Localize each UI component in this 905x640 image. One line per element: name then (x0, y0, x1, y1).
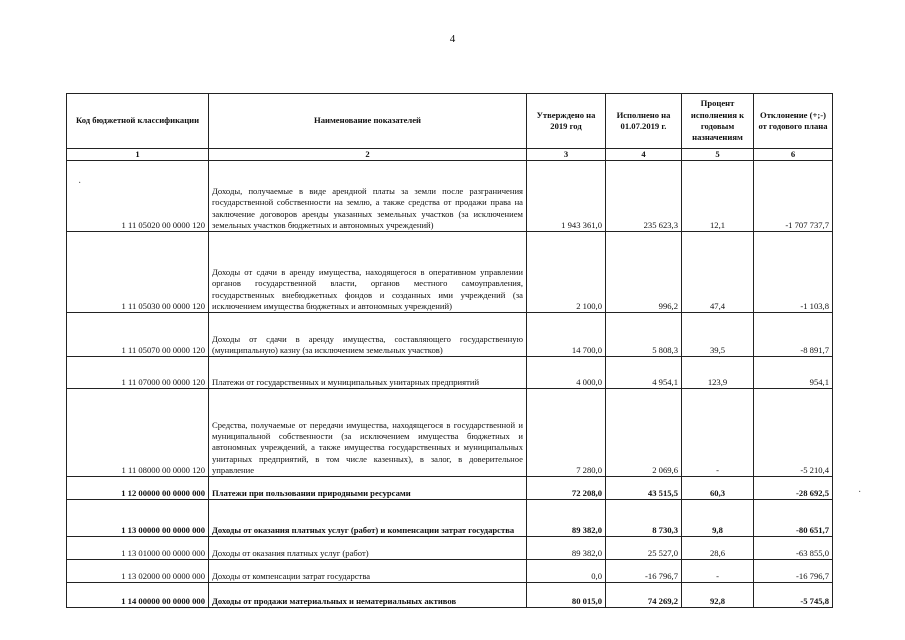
row-percent: - (682, 389, 754, 477)
row-deviation: -5 745,8 (754, 583, 833, 608)
table-row (67, 537, 833, 560)
row-deviation: -1 103,8 (754, 232, 833, 313)
row-deviation: -63 855,0 (754, 537, 833, 560)
row-percent: 39,5 (682, 313, 754, 357)
row-approved: 0,0 (527, 560, 606, 583)
row-approved: 89 382,0 (527, 537, 606, 560)
row-deviation: -16 796,7 (754, 560, 833, 583)
row-approved: 72 208,0 (527, 477, 606, 500)
row-name: Доходы от оказания платных услуг (работ) (209, 537, 527, 560)
row-percent: 92,8 (682, 583, 754, 608)
row-name: Доходы от оказания платных услуг (работ) и компенсации затрат государства (209, 500, 527, 537)
table-row (67, 583, 833, 608)
row-approved: 4 000,0 (527, 357, 606, 389)
row-executed: 4 954,1 (606, 357, 682, 389)
row-executed: 996,2 (606, 232, 682, 313)
header-executed: Исполнено на 01.07.2019 г. (606, 94, 682, 149)
column-number-row (67, 149, 833, 161)
row-deviation: -1 707 737,7 (754, 161, 833, 232)
header-name: Наименование показателей (209, 94, 527, 149)
row-name: Доходы от сдачи в аренду имущества, составляющего государственную (муниципальную) казну (за исключением земельных участков) (209, 313, 527, 357)
row-executed: 235 623,3 (606, 161, 682, 232)
page-number: 4 (449, 33, 456, 45)
row-code: 1 11 05030 00 0000 120 (67, 232, 209, 313)
row-code: 1 12 00000 00 0000 000 (67, 477, 209, 500)
row-percent: 9,8 (682, 500, 754, 537)
column-number: 4 (606, 149, 682, 161)
row-percent: 47,4 (682, 232, 754, 313)
budget-table (66, 93, 833, 608)
row-approved: 89 382,0 (527, 500, 606, 537)
row-name: Платежи от государственных и муниципальных унитарных предприятий (209, 357, 527, 389)
table-row (67, 389, 833, 477)
table-row (67, 477, 833, 500)
row-percent: 60,3 (682, 477, 754, 500)
row-deviation: -5 210,4 (754, 389, 833, 477)
column-number: 6 (754, 149, 833, 161)
row-executed: 74 269,2 (606, 583, 682, 608)
scan-speck: · (78, 178, 82, 189)
row-code: 1 11 05020 00 0000 120 (67, 161, 209, 232)
column-number: 2 (209, 149, 527, 161)
header-code: Код бюджетной классификации (67, 94, 209, 149)
scan-speck: · (858, 487, 862, 498)
row-executed: 25 527,0 (606, 537, 682, 560)
row-executed: 43 515,5 (606, 477, 682, 500)
row-code: 1 13 01000 00 0000 000 (67, 537, 209, 560)
row-code: 1 13 00000 00 0000 000 (67, 500, 209, 537)
row-executed: 5 808,3 (606, 313, 682, 357)
row-approved: 7 280,0 (527, 389, 606, 477)
row-percent: 28,6 (682, 537, 754, 560)
column-number: 1 (67, 149, 209, 161)
row-code: 1 11 07000 00 0000 120 (67, 357, 209, 389)
row-name: Доходы от компенсации затрат государства (209, 560, 527, 583)
header-approved: Утверждено на 2019 год (527, 94, 606, 149)
header-row (67, 94, 833, 149)
row-code: 1 11 05070 00 0000 120 (67, 313, 209, 357)
row-approved: 14 700,0 (527, 313, 606, 357)
row-code: 1 14 00000 00 0000 000 (67, 583, 209, 608)
row-percent: 123,9 (682, 357, 754, 389)
row-executed: -16 796,7 (606, 560, 682, 583)
row-name: Доходы, получаемые в виде арендной платы за земли после разграничения государственной собственности на землю, а также средства от продажи права на заключение договоров аренды указанных земельных участков (за исключением земельных участков бюджетных и автономных учреждений) (209, 161, 527, 232)
row-approved: 2 100,0 (527, 232, 606, 313)
table-row (67, 232, 833, 313)
row-approved: 80 015,0 (527, 583, 606, 608)
row-approved: 1 943 361,0 (527, 161, 606, 232)
column-number: 3 (527, 149, 606, 161)
column-number: 5 (682, 149, 754, 161)
table-row (67, 560, 833, 583)
row-name: Платежи при пользовании природными ресурсами (209, 477, 527, 500)
table-row (67, 161, 833, 232)
row-code: 1 13 02000 00 0000 000 (67, 560, 209, 583)
header-percent: Процент исполнения к годовым назначениям (682, 94, 754, 149)
row-name: Средства, получаемые от передачи имущества, находящегося в государственной и муниципальной собственности (за исключением имущества бюджетных и автономных учреждений, а также имущества государственных и муниципальных унитарных предприятий, в том числе казенных), в залог, в доверительное управление (209, 389, 527, 477)
row-percent: 12,1 (682, 161, 754, 232)
row-deviation: -28 692,5 (754, 477, 833, 500)
row-executed: 2 069,6 (606, 389, 682, 477)
row-deviation: 954,1 (754, 357, 833, 389)
table-row (67, 500, 833, 537)
row-deviation: -80 651,7 (754, 500, 833, 537)
row-percent: - (682, 560, 754, 583)
row-name: Доходы от сдачи в аренду имущества, находящегося в оперативном управлении органов государственной власти, органов местного самоуправления, государственных внебюджетных фондов и созданных ими учреждений (за исключением имущества бюджетных и автономных учреждений) (209, 232, 527, 313)
row-code: 1 11 08000 00 0000 120 (67, 389, 209, 477)
row-deviation: -8 891,7 (754, 313, 833, 357)
row-executed: 8 730,3 (606, 500, 682, 537)
table-row (67, 357, 833, 389)
table-row (67, 313, 833, 357)
row-name: Доходы от продажи материальных и нематериальных активов (209, 583, 527, 608)
header-deviation: Отклонение (+;-) от годового плана (754, 94, 833, 149)
